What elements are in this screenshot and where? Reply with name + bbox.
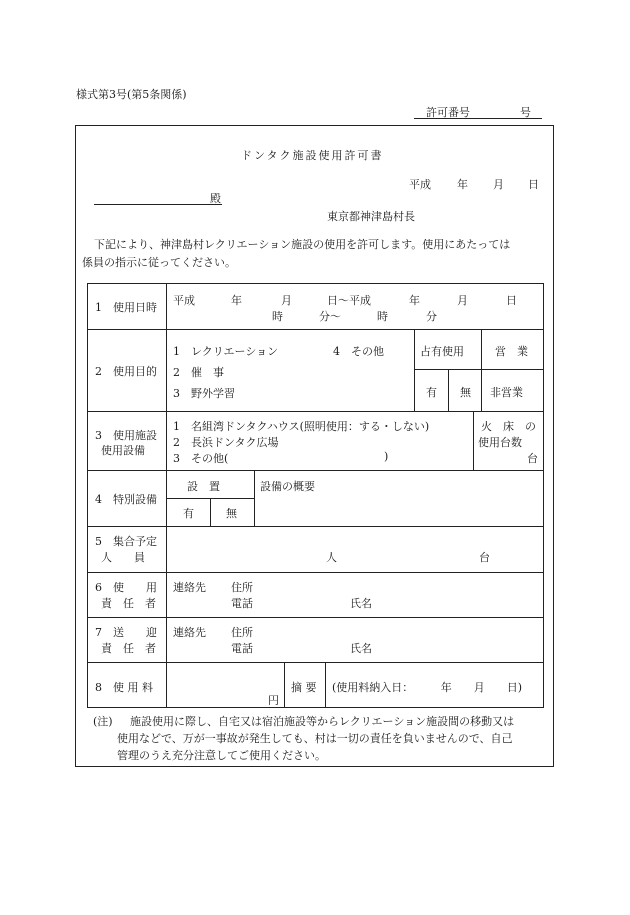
row1-month2: 月: [457, 294, 468, 307]
row1-day2: 日: [506, 294, 517, 307]
fire-pit-label-2: 使用台数: [478, 436, 522, 449]
purpose-option-3: 3 野外学習: [173, 387, 235, 400]
facility-item-1: 1 名組湾ドンタクハウス(照明使用：する・しない): [173, 420, 430, 433]
row3-label-1: 3 使用施設: [95, 429, 157, 442]
payment-date: (使用料納入日： 年 月 日): [332, 681, 523, 694]
business-label: 営 業: [495, 345, 528, 358]
issuer: 東京都神津島村長: [327, 210, 415, 223]
row8-label: 8 使 用 料: [95, 681, 153, 694]
row6-phone: 電話: [231, 597, 253, 610]
permit-number-label: 許可番号: [426, 106, 470, 119]
row6-label-2: 責 任 者: [101, 597, 156, 610]
exclusive-no: 無: [460, 386, 471, 399]
install-yes: 有: [183, 507, 194, 520]
install-label: 設 置: [187, 480, 220, 493]
intro-line-1: 下記により、神津島村レクリエーション施設の使用を許可します。使用にあたっては: [94, 238, 511, 251]
row1-month: 月: [281, 294, 292, 307]
note-label: (注): [93, 715, 113, 728]
row7-contact: 連絡先: [173, 626, 206, 639]
row1-hour: 時: [272, 310, 283, 323]
row3-label-2: 使用設備: [101, 444, 145, 457]
date-year: 年: [457, 178, 468, 191]
facility-item-2: 2 長浜ドンタク広場: [173, 436, 279, 449]
row7-address: 住所: [231, 626, 253, 639]
row6-address: 住所: [231, 581, 253, 594]
row4-label: 4 特別設備: [95, 493, 157, 506]
row6-contact: 連絡先: [173, 581, 206, 594]
addressee-field: [94, 190, 222, 205]
fee-yen-unit: 円: [268, 694, 279, 707]
addressee-suffix: 殿: [210, 192, 221, 205]
row2-label: 2 使用目的: [95, 365, 157, 378]
date-day: 日: [528, 178, 539, 191]
equipment-summary-label: 設備の概要: [260, 480, 315, 493]
note-line-1: 施設使用に際し、自宅又は宿泊施設等からレクリエーション施設間の移動又は: [130, 715, 515, 728]
note-line-3: 管理のうえ充分注意してご使用ください。: [117, 749, 326, 762]
row1-year: 年: [231, 294, 242, 307]
permit-number-field: [414, 104, 542, 119]
document-title: ドンタク施設使用許可書: [241, 149, 384, 162]
row1-day-to: 日〜平成: [327, 294, 371, 307]
row7-label-1: 7 送 迎: [95, 626, 157, 639]
vehicles-unit: 台: [479, 551, 490, 564]
note-line-2: 使用などで、万が一事故が発生しても、村は一切の責任を負いませんので、自己: [117, 732, 513, 745]
row6-label-1: 6 使 用: [95, 581, 157, 594]
row1-era: 平成: [173, 294, 195, 307]
people-unit: 人: [326, 551, 337, 564]
exclusive-use-label: 占有使用: [420, 345, 464, 358]
permit-number-suffix: 号: [520, 106, 531, 119]
row1-label: 1 使用日時: [95, 301, 157, 314]
row7-name: 氏名: [350, 642, 372, 655]
non-business-label: 非営業: [490, 386, 523, 399]
install-no: 無: [226, 507, 237, 520]
purpose-option-2: 2 催 事: [173, 366, 224, 379]
purpose-option-4: 4 その他: [333, 345, 384, 358]
summary-label: 摘 要: [291, 681, 317, 694]
fire-pit-unit: 台: [527, 452, 538, 465]
facility-item-3: 3 その他(: [173, 452, 229, 465]
fire-pit-label-1: 火 床 の: [481, 420, 536, 433]
intro-line-2: 係員の指示に従ってください。: [82, 256, 236, 269]
date-month: 月: [493, 178, 504, 191]
row1-minute2: 分: [426, 310, 437, 323]
row7-phone: 電話: [231, 642, 253, 655]
facility-item-3-close: ): [384, 450, 389, 463]
row7-label-2: 責 任 者: [101, 642, 156, 655]
row1-year2: 年: [409, 294, 420, 307]
row5-label-2: 人 員: [101, 551, 145, 564]
date-era: 平成: [409, 178, 431, 191]
exclusive-yes: 有: [426, 386, 437, 399]
row1-hour2: 時: [377, 310, 388, 323]
row1-minute-to: 分〜: [319, 310, 341, 323]
row6-name: 氏名: [350, 597, 372, 610]
purpose-option-1: 1 レクリエーション: [173, 345, 279, 358]
row5-label-1: 5 集合予定: [95, 535, 157, 548]
form-number: 様式第3号(第5条関係): [76, 88, 187, 101]
